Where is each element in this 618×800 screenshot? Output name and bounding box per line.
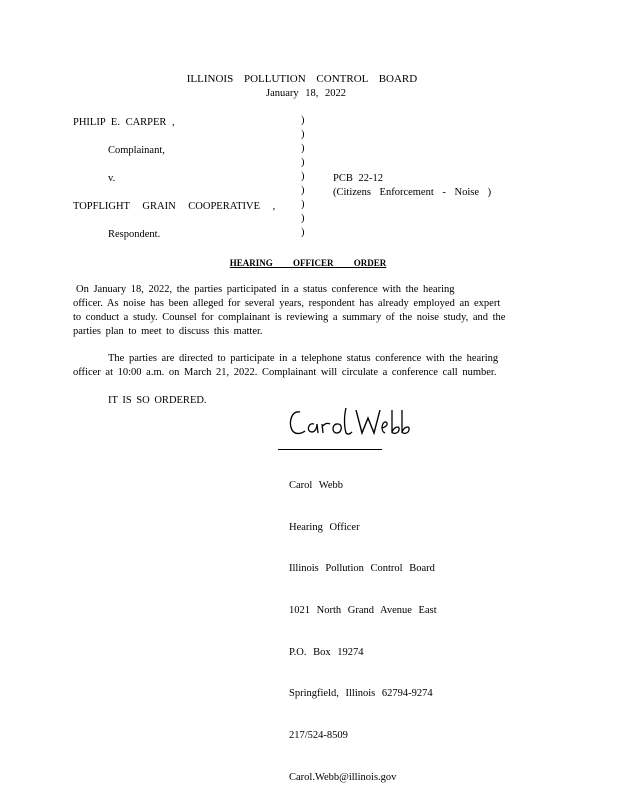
- complainant-role: Complainant,: [108, 145, 165, 156]
- caption-bracket: ): [301, 199, 305, 210]
- caption-brackets: [301, 114, 305, 240]
- so-ordered: IT IS SO ORDERED.: [108, 395, 207, 406]
- signer-name: Carol Webb: [289, 479, 343, 491]
- paragraph-line: officer at 10:00 a.m. on March 21, 2022. Complainant will circulate a conference call number.: [73, 367, 497, 378]
- caption-bracket: ): [301, 171, 305, 182]
- order-date: January 18, 2022: [265, 88, 347, 99]
- paragraph-line: officer. As noise has been alleged for several years, respondent has already employed an expert: [73, 298, 501, 309]
- versus: v.: [108, 173, 116, 184]
- respondent-name: TOPFLIGHT GRAIN COOPERATIVE ,: [73, 201, 276, 212]
- case-number: PCB 22-12: [333, 173, 383, 184]
- caption-bracket: ): [301, 213, 305, 224]
- signature-block: [289, 451, 437, 799]
- caption-bracket: ): [301, 185, 305, 196]
- signer-address-street: 1021 North Grand Avenue East: [289, 604, 437, 616]
- caption-bracket: ): [301, 157, 305, 168]
- board-name: ILLINOIS POLLUTION CONTROL BOARD: [186, 73, 418, 85]
- paragraph-line: On January 18, 2022, the parties participated in a status conference with the hearing: [76, 284, 455, 295]
- order-paragraph-1: [73, 283, 535, 339]
- caption-bracket: ): [301, 227, 305, 238]
- caption-bracket: ): [301, 129, 305, 140]
- caption-bracket: ): [301, 115, 305, 126]
- signer-po-box: P.O. Box 19274: [289, 646, 364, 658]
- paragraph-line: parties plan to meet to discuss this matter.: [73, 326, 263, 337]
- case-type: (Citizens Enforcement - Noise ): [333, 187, 492, 198]
- respondent-role: Respondent.: [108, 229, 161, 240]
- signer-phone: 217/524-8509: [289, 730, 348, 742]
- signature-line: [278, 449, 382, 450]
- signer-organization: Illinois Pollution Control Board: [289, 563, 435, 575]
- signer-title: Hearing Officer: [289, 521, 360, 533]
- handwritten-signature: [286, 402, 416, 442]
- signer-city: Springfield, Illinois 62794-9274: [289, 688, 433, 700]
- paragraph-line: to conduct a study. Counsel for complainant is reviewing a summary of the noise study, and the: [73, 312, 506, 323]
- paragraph-line: The parties are directed to participate in a telephone status conference with the hearing: [108, 353, 499, 364]
- order-paragraph-2: [73, 352, 535, 380]
- signer-email: Carol.Webb@illinois.gov: [289, 771, 397, 783]
- caption-bracket: ): [301, 143, 305, 154]
- order-title: HEARING OFFICER ORDER: [229, 258, 387, 268]
- complainant-name: PHILIP E. CARPER ,: [73, 117, 175, 128]
